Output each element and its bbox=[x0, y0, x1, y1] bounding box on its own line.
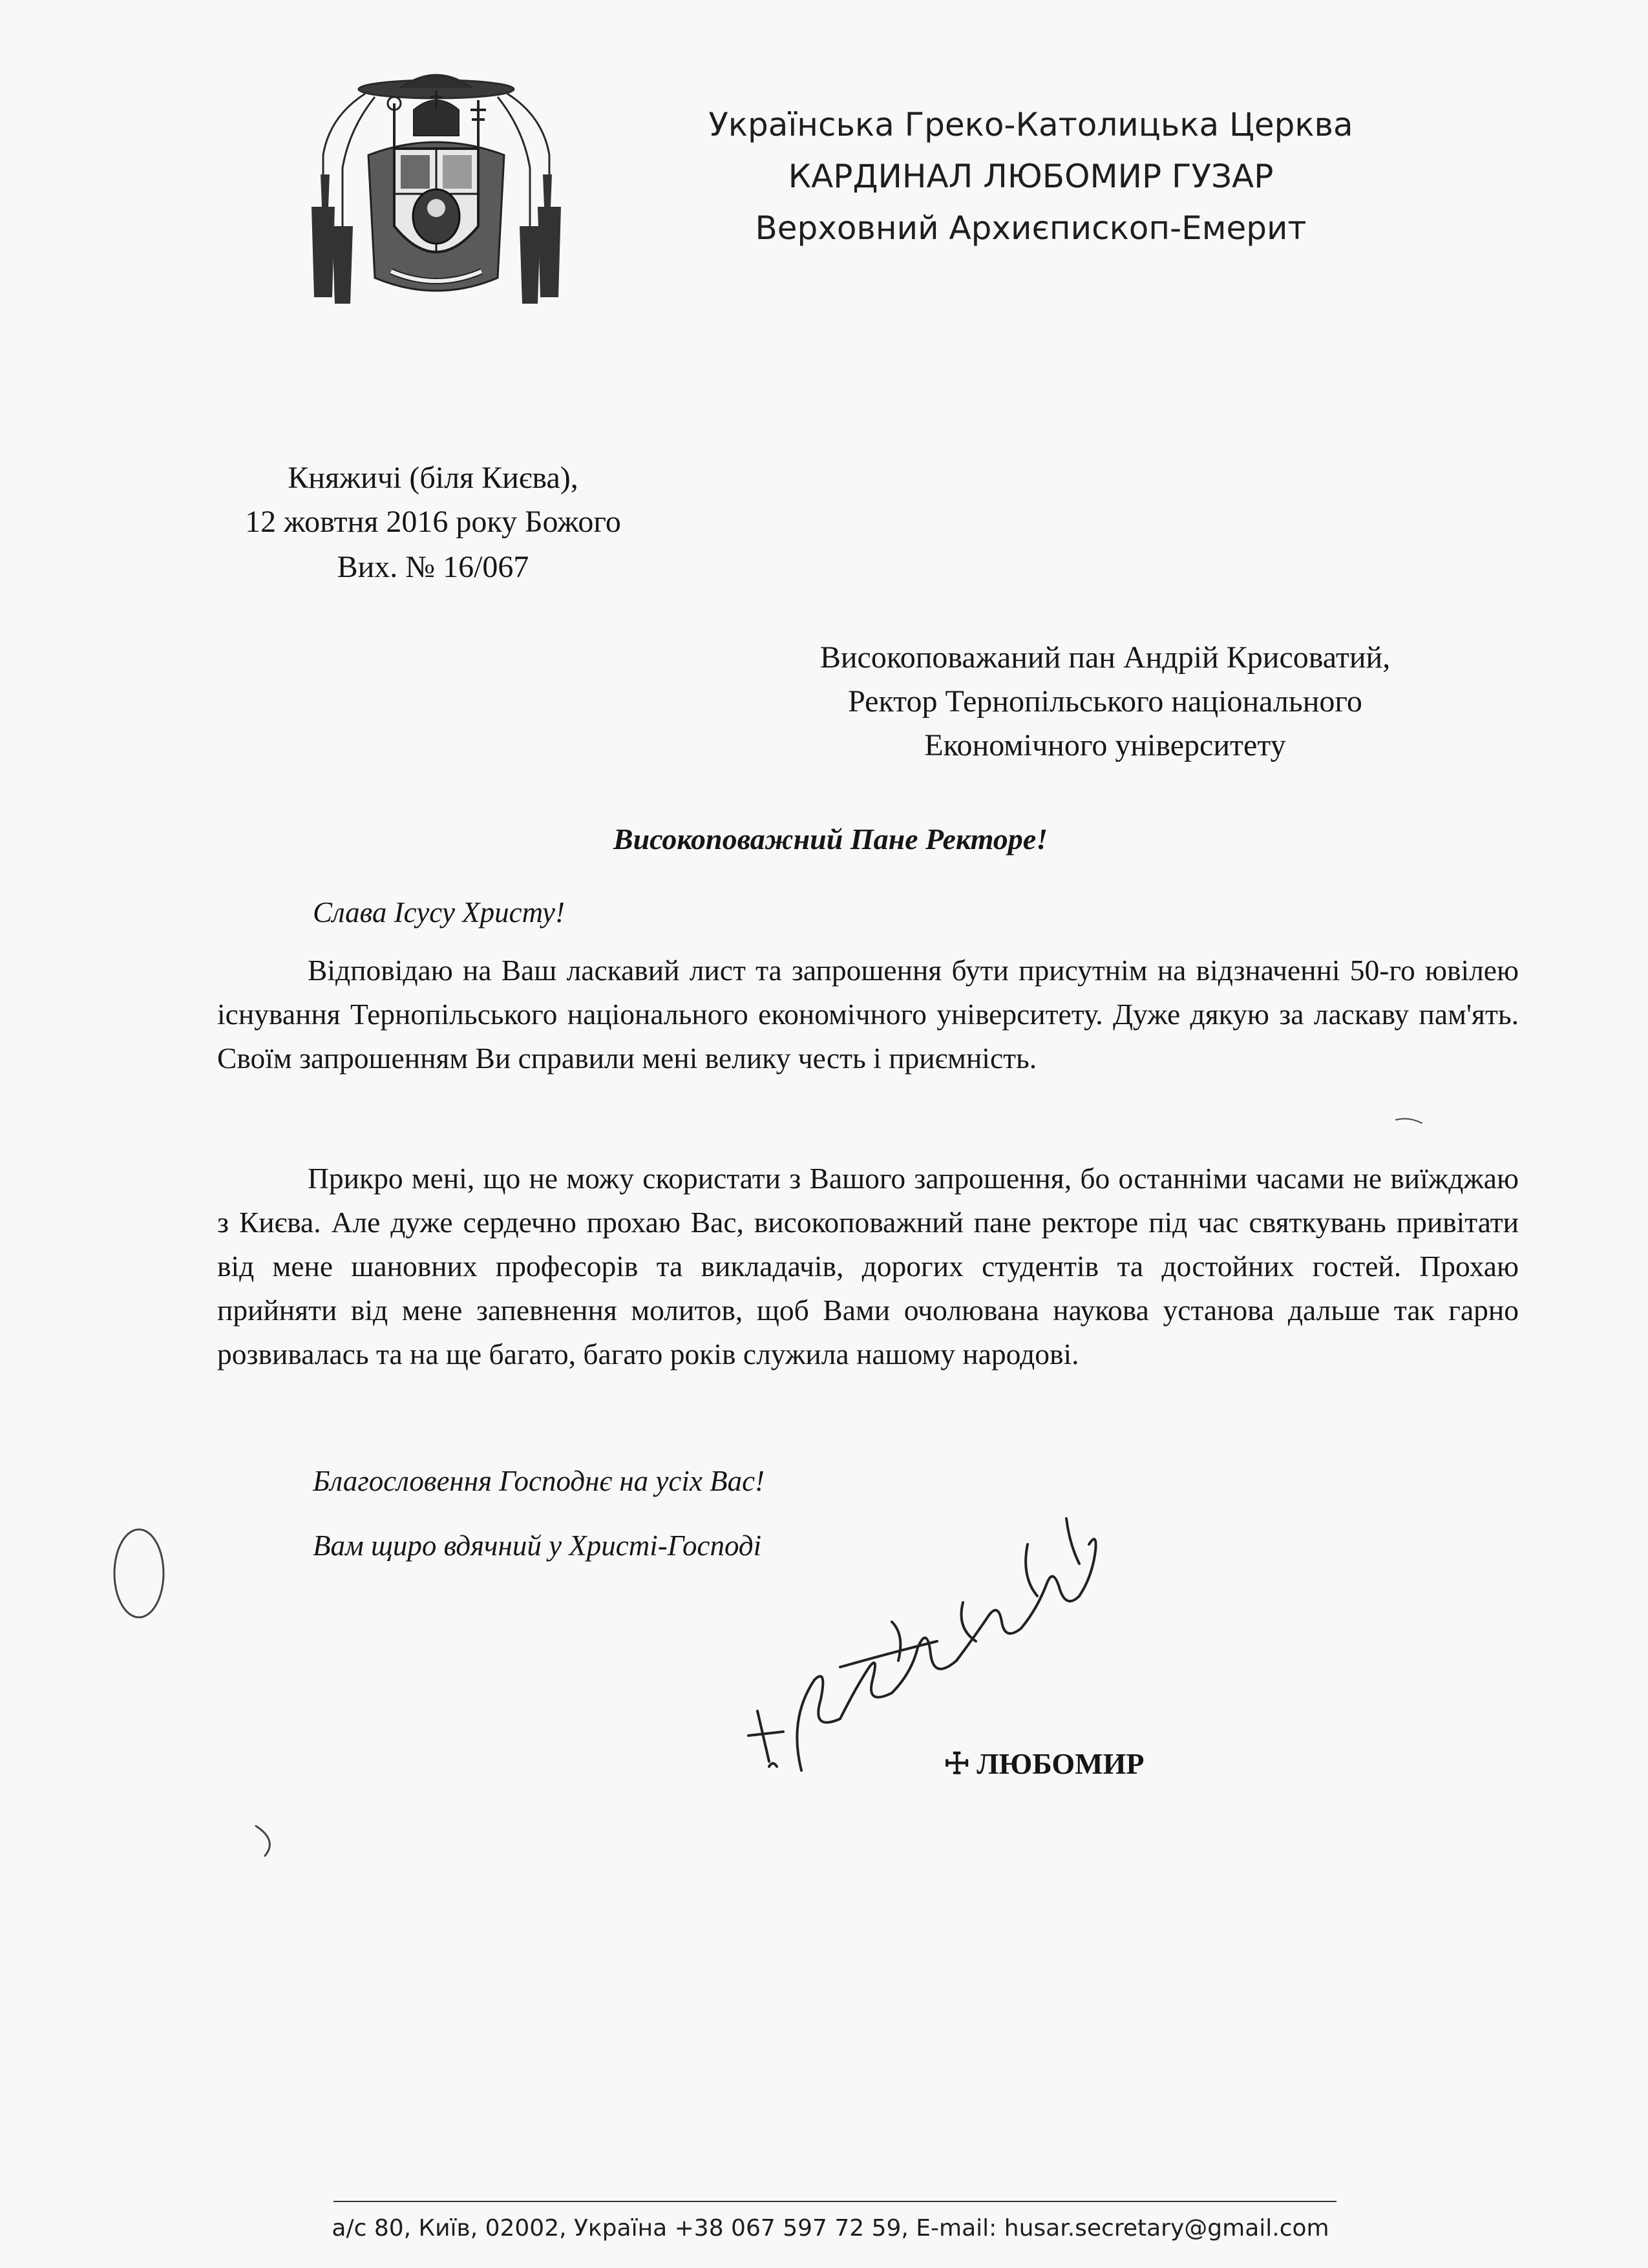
closing-gratitude: Вам щиро вдячний у Христі-Господі bbox=[313, 1529, 762, 1562]
footer-divider bbox=[333, 2201, 1336, 2202]
letter-place: Княжичі (біля Києва), bbox=[288, 461, 578, 495]
closing-blessing: Благословення Господнє на усіх Вас! bbox=[313, 1465, 765, 1497]
cardinal-name: КАРДИНАЛ ЛЮБОМИР ГУЗАР bbox=[788, 158, 1274, 195]
coat-of-arms-emblem bbox=[304, 65, 569, 310]
cardinal-title: Верховний Архиєпископ-Емерит bbox=[755, 209, 1307, 247]
greeting: Слава Ісусу Христу! bbox=[313, 896, 565, 929]
footer-contacts: а/с 80, Київ, 02002, Україна +38 067 597 72 59, E-mail: husar.secretary@gmail.com bbox=[332, 2215, 1329, 2242]
signer-name-text: ЛЮБОМИР bbox=[977, 1747, 1145, 1780]
body-paragraph: Відповідаю на Ваш ласкавий лист та запрошення бути присутнім на відзначенні 50-го ювілею існування Тернопільського національного економічного університету. Дуже дякую за ласкаву пам'ять. Своїм запрошенням Ви справили мені велику честь і приємність. bbox=[217, 954, 1519, 1075]
body-paragraph: Прикро мені, що не можу скористати з Вашого запрошення, бо останніми часами не виїжджаю з Києва. Але дуже сердечно прохаю Вас, високоповажний пане ректоре під час святкувань привітати від мене шановних професорів та викладачів, дорогих студентів та достойних гостей. Прохаю прийняти від мене запевнення молитов, щоб Вами очолювана наукова установа дальше так гарно розвивалась та на ще багато, багато років служила нашому народові. bbox=[217, 1162, 1519, 1370]
addressee-institution: Економічного університету bbox=[924, 728, 1286, 762]
hand-drawn-circle-mark bbox=[114, 1529, 164, 1617]
addressee-name: Високоповажаний пан Андрій Крисоватий, bbox=[819, 640, 1391, 675]
hand-drawn-bracket-mark bbox=[256, 1826, 269, 1856]
letter-date: 12 жовтня 2016 року Божого bbox=[245, 505, 621, 539]
church-name: Українська Греко-Католицька Церква bbox=[708, 106, 1353, 143]
cross-icon: ☩ bbox=[944, 1747, 971, 1780]
outgoing-number: Вих. № 16/067 bbox=[337, 550, 529, 584]
signer-name bbox=[944, 1746, 1145, 1781]
salutation: Високоповажний Пане Ректоре! bbox=[613, 823, 1048, 856]
addressee-position: Ректор Тернопільського національного bbox=[848, 684, 1362, 719]
